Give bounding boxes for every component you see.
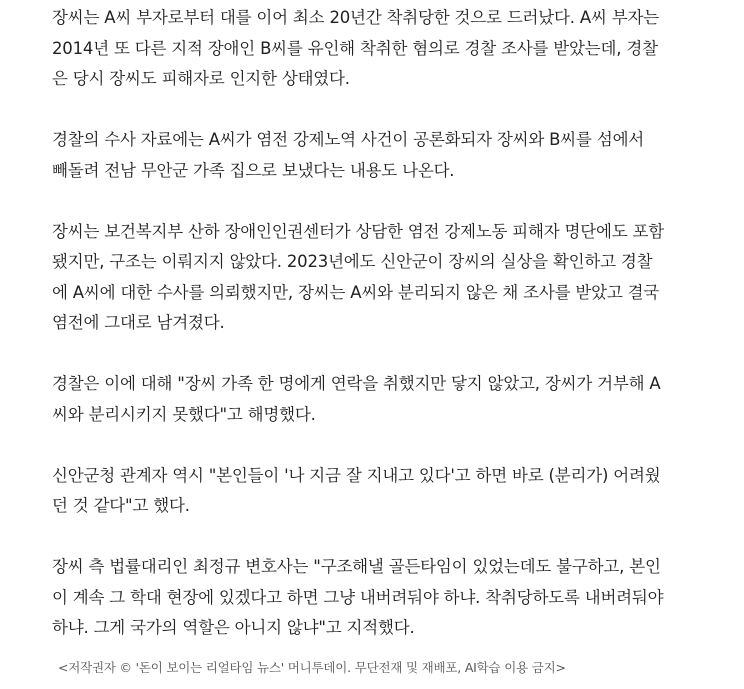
article-paragraph (52, 3, 666, 95)
paragraph-line: 신안군청 관계자 역시 "본인들이 '나 지금 잘 지내고 있다'고 하면 바로 (분리가) 어려웠 (52, 465, 661, 485)
paragraph-line: 염전에 그대로 남겨졌다. (52, 313, 225, 332)
paragraph-line: 장씨는 보건복지부 산하 장애인인권센터가 상담한 염전 강제노동 피해자 명단에도 포함 (52, 221, 665, 241)
article-paragraph (52, 369, 666, 430)
article-paragraph (52, 461, 666, 522)
paragraph-line: 에 A씨에 대한 수사를 의뢰했지만, 장씨는 A씨와 분리되지 않은 채 조사를 받았고 결국 (52, 282, 660, 302)
paragraph-line: 장씨는 A씨 부자로부터 대를 이어 최소 20년간 착취당한 것으로 드러났다. A씨 부자는 (52, 8, 659, 27)
copyright-notice: <저작권자 © '돈이 보이는 리얼타임 뉴스' 머니투데이. 무단전재 및 재배포, AI학습 이용 금지> (58, 660, 566, 675)
paragraph-line: 하냐. 그게 국가의 역할은 아니지 않냐"고 지적했다. (52, 618, 415, 637)
paragraph-line: 장씨 측 법률대리인 최정규 변호사는 "구조해낼 골든타임이 있었는데도 불구하고, 본인 (52, 557, 661, 576)
paragraph-line: 됐지만, 구조는 이뤄지지 않았다. 2023년에도 신안군이 장씨의 실상을 확인하고 경찰 (52, 252, 653, 271)
paragraph-line: 씨와 분리시키지 못했다"고 해명했다. (52, 404, 316, 424)
article-paragraph (52, 217, 666, 339)
paragraph-line: 빼돌려 전남 무안군 가족 집으로 보냈다는 내용도 나온다. (52, 160, 455, 180)
article-paragraph (52, 552, 666, 644)
article-body (52, 3, 666, 674)
paragraph-line: 경찰의 수사 자료에는 A씨가 염전 강제노역 사건이 공론화되자 장씨와 B씨를 섬에서 (52, 130, 645, 149)
paragraph-line: 경찰은 이에 대해 "장씨 가족 한 명에게 연락을 취했지만 닿지 않았고, 장씨가 거부해 A (52, 374, 661, 393)
paragraph-line: 2014년 또 다른 지적 장애인 B씨를 유인해 착취한 혐의로 경찰 조사를 받았는데, 경찰 (52, 38, 658, 58)
article-paragraph (52, 125, 666, 186)
paragraph-line: 던 것 같다"고 했다. (52, 496, 190, 515)
paragraph-line: 은 당시 장씨도 피해자로 인지한 상태였다. (52, 69, 350, 88)
paragraph-line: 이 계속 그 학대 현장에 있겠다고 하면 그냥 내버려둬야 하냐. 착취당하도록 내버려둬야 (52, 587, 664, 607)
